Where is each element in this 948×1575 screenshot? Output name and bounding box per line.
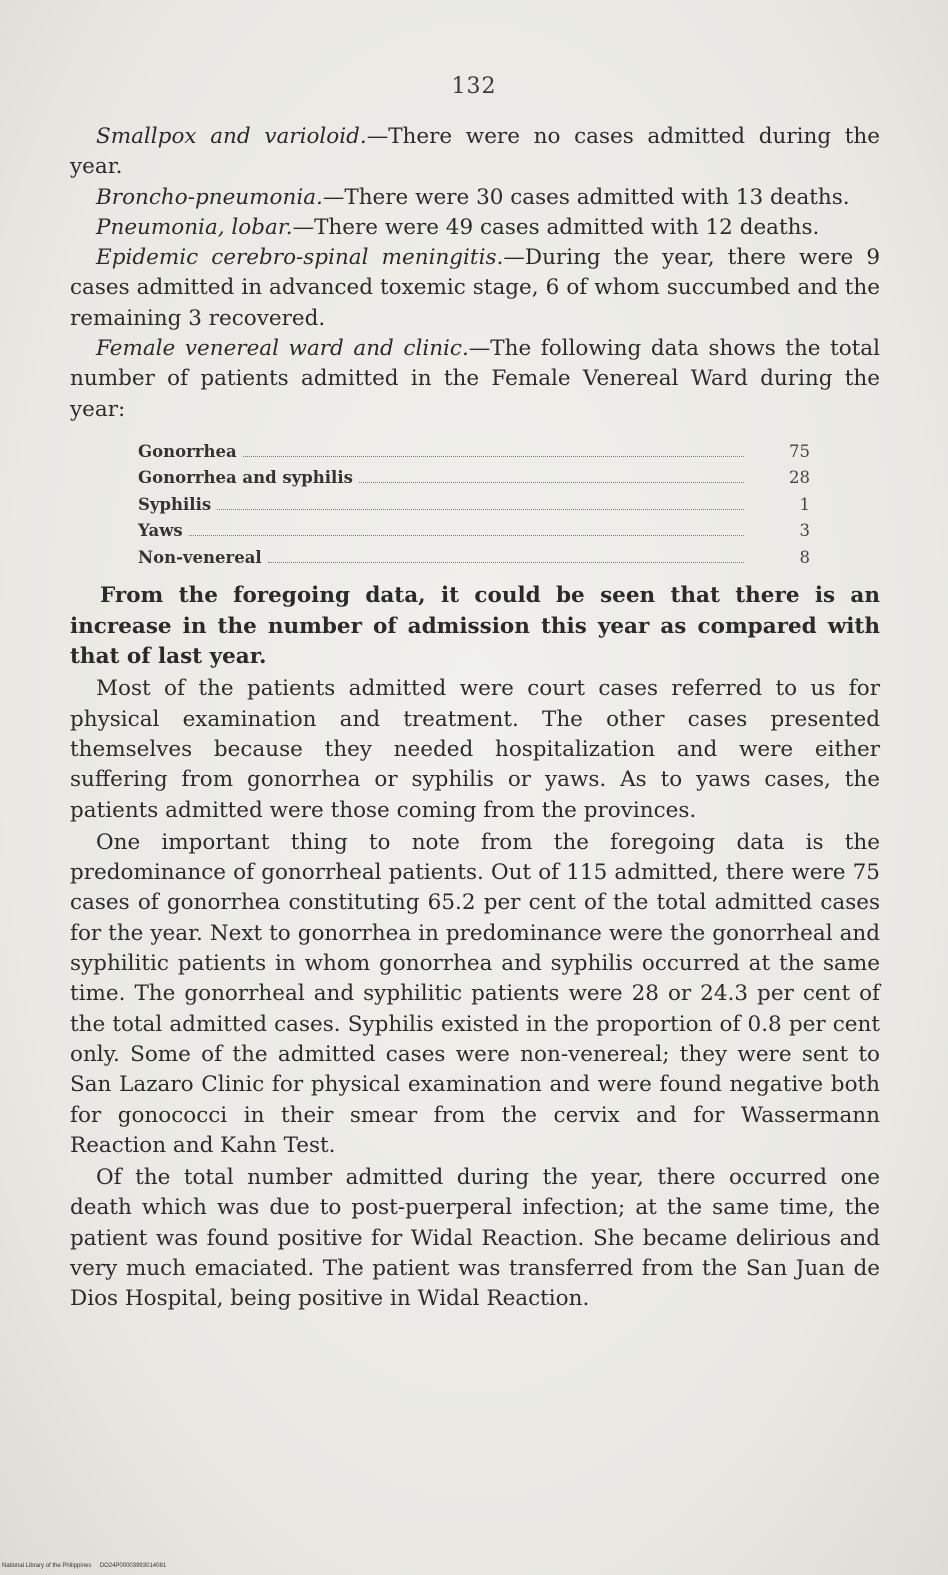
paragraph-pneumonia-lobar [70, 213, 880, 243]
table-row [138, 492, 810, 519]
paragraph-heading: Epidemic cerebro-spinal meningitis. [96, 245, 504, 271]
paragraph-text: —There were 30 cases admitted with 13 deaths. [322, 184, 850, 210]
row-label: Syphilis [138, 494, 212, 514]
dot-leader [268, 562, 744, 563]
dot-leader [217, 509, 744, 510]
table-row [138, 439, 810, 466]
paragraph-heading: Pneumonia, lobar. [96, 214, 293, 240]
paragraph-text: —There were 49 cases admitted with 12 deaths. [292, 214, 820, 240]
footer-institution: National Library of the Philippines [2, 1563, 92, 1569]
paragraph-text: —During the year, there were 9 cases admitted in advanced toxemic stage, 6 of whom succumbed and the remaining 3 recovered. [70, 245, 880, 331]
paragraph-increase-summary: From the foregoing data, it could be seen that there is an increase in the number of admission this year as compared with that of last year. [70, 583, 880, 670]
row-value: 3 [799, 521, 810, 541]
paragraph-meningitis [70, 243, 880, 334]
row-value: 28 [789, 468, 810, 488]
table-row [138, 545, 810, 572]
row-value: 8 [799, 547, 810, 567]
paragraph-female-venereal-ward [70, 334, 880, 425]
dot-leader [359, 482, 744, 483]
paragraph-death-report: Of the total number admitted during the year, there occurred one death which was due to post-puerperal infection; at the same time, the patient was found positive for Widal Reaction. She became delirious and very much emaciated. The patient was transferred from the San Juan de Dios Hospital, being positive in Widal Reaction. [70, 1165, 880, 1312]
paragraph-broncho-pneumonia [70, 183, 880, 213]
row-label: Non-venereal [138, 547, 262, 567]
paragraph-heading: Female venereal ward and clinic. [96, 336, 469, 362]
dot-leader [243, 456, 744, 457]
row-label: Gonorrhea and syphilis [138, 468, 353, 488]
paragraph-text: —The following data shows the total number of patients admitted in the Female Venereal Ward during the year: [70, 336, 881, 422]
dot-leader [189, 535, 744, 536]
admissions-table [138, 439, 810, 572]
page-body [70, 122, 880, 1315]
paragraph-smallpox [70, 122, 880, 183]
paragraph-heading: Broncho-pneumonia. [96, 184, 323, 210]
table-row [138, 518, 810, 545]
paragraph-text: —There were no cases admitted during the year. [70, 124, 880, 180]
page-number: 132 [451, 74, 497, 99]
row-value: 75 [789, 441, 810, 461]
paragraph-heading: Smallpox and varioloid. [96, 124, 367, 149]
row-label: Yaws [138, 521, 183, 541]
row-value: 1 [799, 494, 810, 514]
row-label: Gonorrhea [138, 441, 237, 461]
table-row [138, 465, 810, 492]
footer-identifier: DO24P00003993014081 [99, 1563, 167, 1569]
paragraph-court-cases: Most of the patients admitted were court cases referred to us for physical examination and treatment. The other cases presented themselves because they needed hospitalization and were either suffering from gonorrhea or syphilis or yaws. As to yaws cases, the patients admitted were those coming from the provinces. [70, 676, 880, 823]
scan-footer [2, 1563, 166, 1569]
paragraph-gonorrheal-predominance: One important thing to note from the foregoing data is the predominance of gonorrheal patients. Out of 115 admitted, there were 75 cases of gonorrhea constituting 65.2 per cent of the total admitted cases for the year. Next to gonorrhea in predominance were the gonorrheal and syphilitic patients in whom gonorrhea and syphilis occurred at the same time. The gonorrheal and syphilitic patients were 28 or 24.3 per cent of the total admitted cases. Syphilis existed in the proportion of 0.8 per cent only. Some of the admitted cases were non-venereal; they were sent to San Lazaro Clinic for physical examination and were found negative both for gonococci in their smear from the cervix and for Wassermann Reaction and Kahn Test. [70, 829, 880, 1158]
